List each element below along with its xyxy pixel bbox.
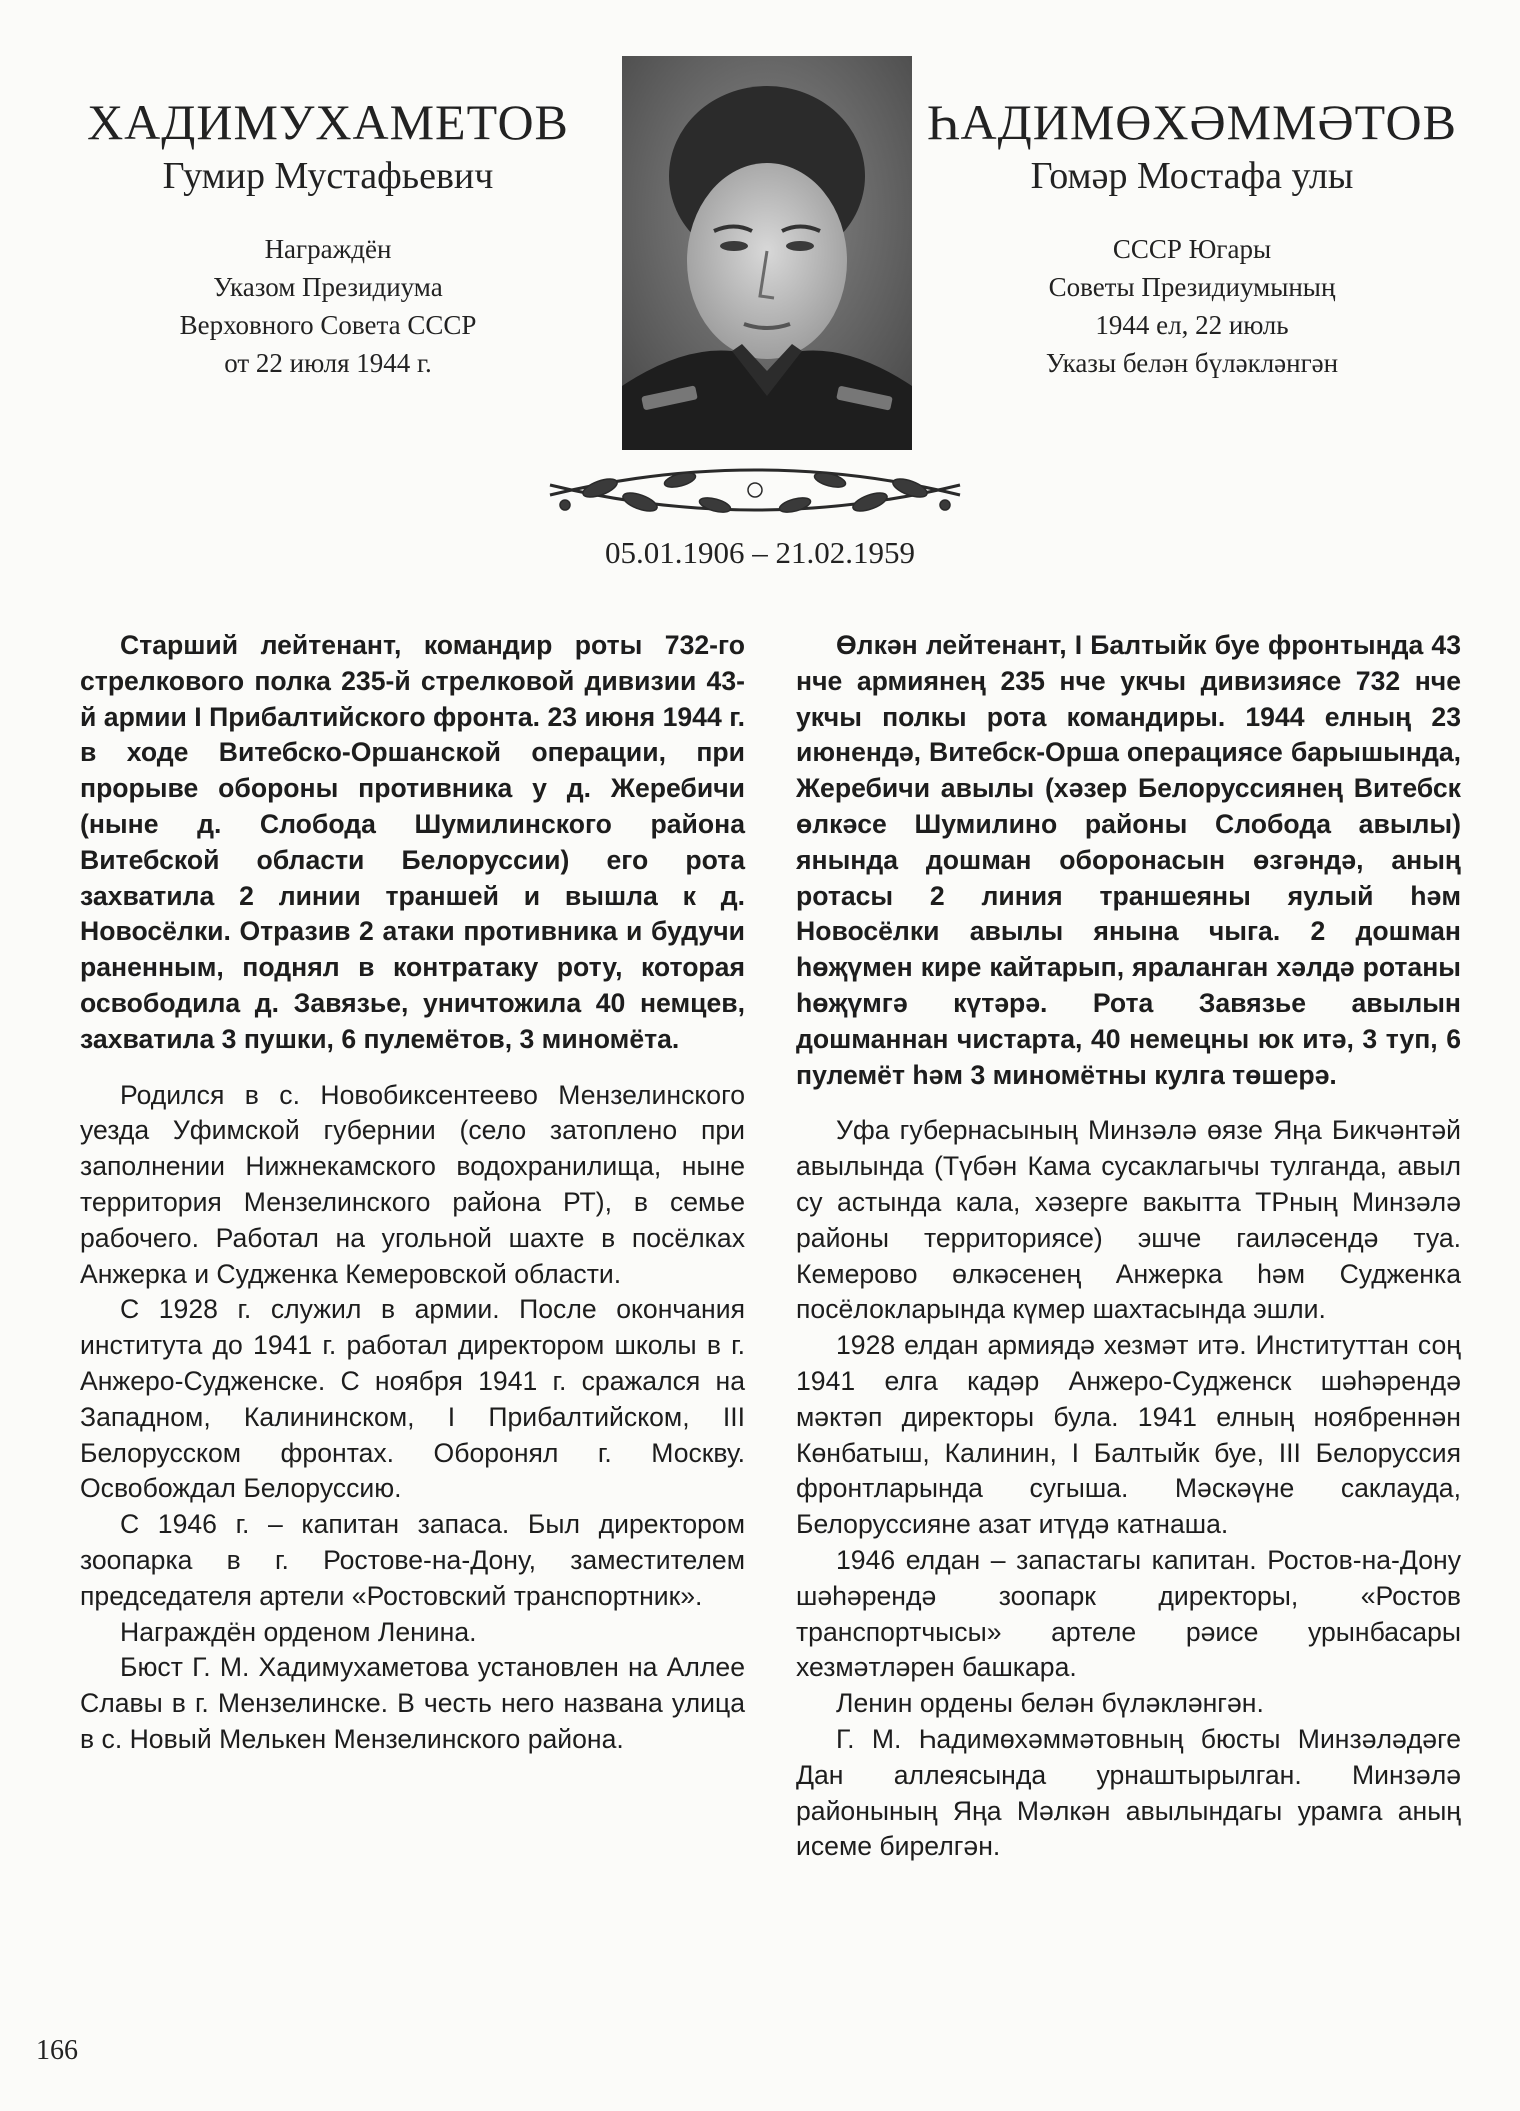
tatar-paragraph: Уфа губернасының Минзәлә өязе Яңа Бикчәнтәй авылында (Түбән Кама сусаклагычы тулганда, авыл су астында кала, хәзерге вакытта ТРның Минзәлә районы территориясе) эшче гаиләсендә туа. Кемерово өлкәсенең Анжерка һәм Судженка посёлокларында күмер шахтасында эшли.	[796, 1115, 1461, 1325]
russian-paragraph: Награждён орденом Ленина.	[120, 1616, 477, 1647]
header-tatar	[912, 95, 1472, 382]
award-line: Награждён	[264, 233, 392, 264]
russian-paragraph: С 1946 г. – капитан запаса. Был директором зоопарка в г. Ростове-на-Дону, заместителем председателя артели «Ростовский транспортник».	[80, 1509, 745, 1611]
award-line: Указы белән бүләкләнгән	[1045, 347, 1339, 378]
award-line: Указом Президиума	[213, 271, 443, 302]
award-text-tatar	[912, 230, 1472, 382]
russian-paragraph: С 1928 г. служил в армии. После окончания института до 1941 г. работал директором школы в г. Анжеро-Судженске. С ноября 1941 г. сражался на Западном, Калининском, I Прибалтийском, III Белорусском фронтах. Оборонял г. Москву. Освобождал Белоруссию.	[80, 1294, 745, 1504]
award-line: Верховного Совета СССР	[179, 309, 477, 340]
award-line: СССР Югары	[1112, 233, 1272, 264]
header-russian	[48, 95, 608, 382]
laurel-ornament	[530, 450, 980, 530]
tatar-lead-paragraph: Өлкән лейтенант, I Балтыйк буе фронтында 43 нче армиянең 235 нче укчы дивизиясе 732 нче укчы полкы рота командиры. 1944 елның 23 июнендә, Витебск-Орша операциясе барышында, Жеребичи авылы (хәзер Белоруссиянең Витебск өлкәсе Шумилино районы Слобода авылы) янында дошман оборонасын өзгәндә, аның ротасы 2 линия траншеяны яулый һәм Новосёлки авылы янына чыга. 2 дошман һөҗүмен кире кайтарып, яраланган хәлдә ротаны һөҗүмгә күтәрә. Рота Завязье авылын дошманнан чистарта, 40 немецны юк итә, 3 туп, 6 пулемёт һәм 3 миномётны кулга төшерә.	[796, 630, 1461, 1090]
tatar-paragraph: Ленин ордены белән бүләкләнгән.	[836, 1688, 1264, 1719]
portrait-photo	[622, 56, 912, 450]
surname-russian: ХАДИМУХАМЕТОВ	[87, 94, 569, 150]
award-text-russian	[48, 230, 608, 382]
page-number: 166	[36, 2035, 78, 2066]
given-name-tatar: Гомәр Мостафа улы	[1030, 155, 1354, 197]
russian-paragraph: Родился в с. Новобиксентеево Мензелинского уезда Уфимской губернии (село затоплено при заполнении Нижнекамского водохранилища, ныне территория Мензелинского района РТ), в семье рабочего. Работал на угольной шахте в посёлках Анжерка и Судженка Кемеровской области.	[80, 1079, 745, 1289]
award-line: 1944 ел, 22 июль	[1095, 309, 1289, 340]
award-line: Советы Президиумының	[1048, 271, 1336, 302]
tatar-column	[796, 628, 1461, 1865]
tatar-paragraph: 1928 елдан армиядә хезмәт итә. Институттан соң 1941 елга кадәр Анжеро-Судженск шәһәрендә мәктәп директоры була. 1941 елның ноябреннән Көнбатыш, Калинин, I Балтыйк буе, III Белоруссия фронтларында сугыша. Мәскәүне саклауда, Белоруссияне азат итүдә катнаша.	[796, 1330, 1461, 1540]
tatar-paragraph: 1946 елдан – запастагы капитан. Ростов-на-Дону шәһәрендә зоопарк директоры, «Ростов транспортчысы» артеле рәисе урынбасары хезмәтләрен башкара.	[796, 1544, 1461, 1683]
life-dates: 05.01.1906 – 21.02.1959	[605, 535, 915, 570]
given-name-russian: Гумир Мустафьевич	[162, 155, 494, 197]
russian-paragraph: Бюст Г. М. Хадимухаметова установлен на Аллее Славы в г. Мензелинске. В честь него названа улица в с. Новый Мелькен Мензелинского района.	[80, 1652, 745, 1754]
surname-tatar: ҺАДИМӨХӘММӘТОВ	[927, 94, 1457, 150]
tatar-paragraph: Г. М. Һадимөхәммәтовның бюсты Минзәләдәге Дан аллеясында урнаштырылган. Минзәлә районының Яңа Мәлкән авылындагы урамга аның исеме бирелгән.	[796, 1723, 1461, 1862]
russian-lead-paragraph: Старший лейтенант, командир роты 732-го стрелкового полка 235-й стрелковой дивизии 43-й армии I Прибалтийского фронта. 23 июня 1944 г. в ходе Витебско-Оршанской операции, при прорыве обороны противника у д. Жеребичи (ныне д. Слобода Шумилинского района Витебской области Белоруссии) его рота захватила 2 линии траншей и вышла к д. Новосёлки. Отразив 2 атаки противника и будучи раненным, поднял в контратаку роту, которая освободила д. Завязье, уничтожила 40 немцев, захватила 3 пушки, 6 пулемётов, 3 миномёта.	[80, 630, 745, 1054]
russian-column	[80, 628, 745, 1758]
portrait-image	[622, 56, 912, 450]
award-line: от 22 июля 1944 г.	[224, 347, 432, 378]
